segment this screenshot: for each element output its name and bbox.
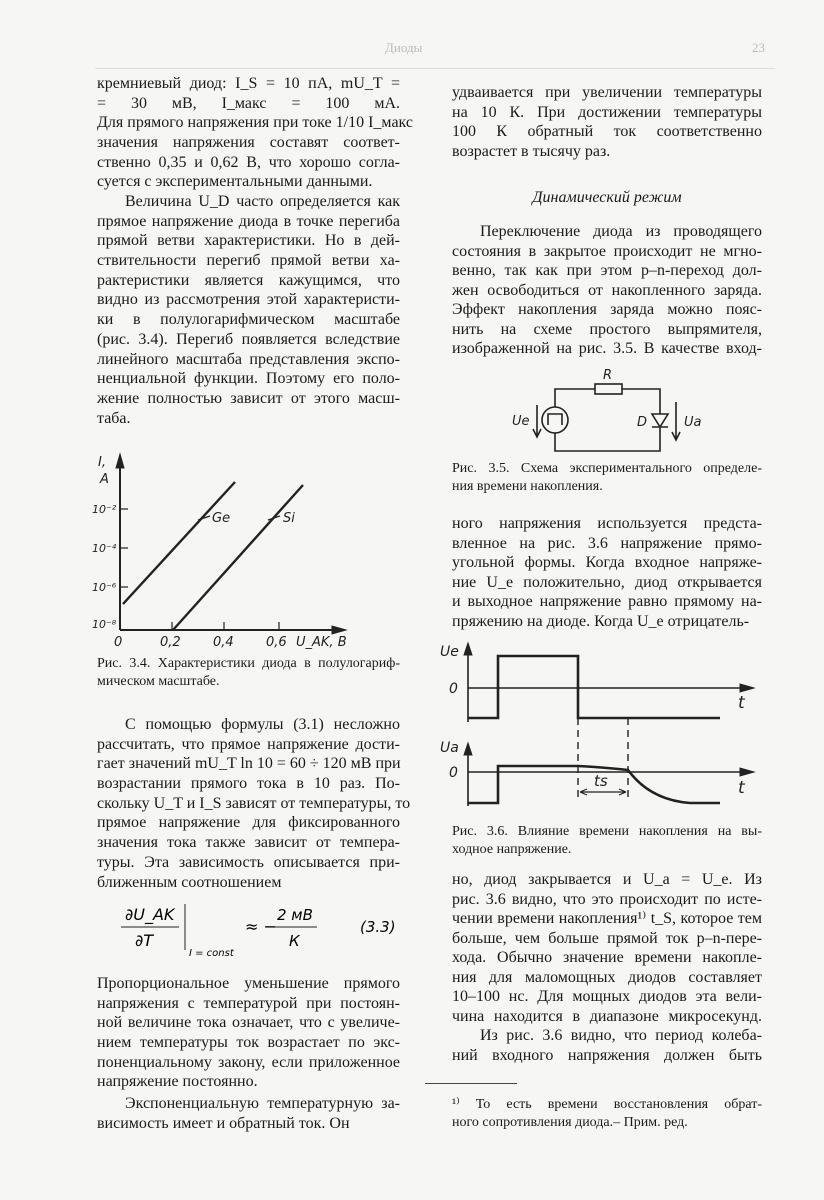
text-line: вленное на рис. 3.6 напряжение прямо- [452,534,762,552]
text-line: и выходное напряжение равно прямому на- [452,593,762,610]
text-line: туры. Эта зависимость описывается при- [97,853,400,871]
section-heading: Динамический режим [532,189,682,206]
formula-numerator: ∂U_AK [125,905,175,924]
text-line: ходное напряжение. [452,842,572,857]
text-line: жен освободиться от накопленного заряда. [452,281,762,299]
text-line: видно из рассмотрения этой характеристи- [97,291,400,309]
text-line: Экспоненциальную температурную за- [125,1095,400,1112]
text-line: напряжение постоянно. [97,1073,258,1091]
text-line: возрастет в тысячу раз. [452,142,611,160]
text-line: ного напряжения используется предста- [452,515,762,532]
text-line: таба. [97,409,131,427]
text-line: изображенной на рис. 3.5. В качестве вход- [452,340,762,357]
t-axis-2-arrow [740,768,754,776]
text-line: прямое напряжение диода в точке перегиба [97,212,400,230]
label-d: D [637,415,648,430]
text-line: рассчитать, что прямое напряжение дости- [97,735,400,753]
text-line: ний входного напряжения должен быть [452,1046,762,1064]
text-line: пряжению на диоде. Когда U_e отрицатель- [452,612,750,630]
formula-value-den: К [289,932,300,950]
text-line: Рис. 3.4. Характеристики диода в полулогариф- [97,656,400,671]
x-axis-label: U_AK, B [296,635,347,650]
text-line: угольной формы. Когда входное напряже- [452,554,762,571]
text-line: возрастании прямого тока в 10 раз. По- [97,775,400,793]
ua-axis-arrow [464,743,472,755]
right-paragraph-4 [452,870,762,1026]
formula-approx: ≈ − [245,917,277,936]
series-label-ge: Ge [212,511,231,526]
x-tick-label: 0,4 [213,635,234,650]
text-line: Эффект накопления заряда можно пояс- [452,301,762,318]
text-line: поненциальному закону, если приложенное [97,1053,400,1071]
label-t-2: t [738,778,745,798]
x-tick-label: 0 [114,635,123,650]
text-line: ближенным соотношением [97,873,282,891]
label-ua: Ua [440,740,459,756]
text-line: рис. 3.6 видно, что это происходит по исте- [452,890,762,908]
footnote [452,1096,762,1132]
series-label-si: Si [283,511,295,526]
text-line: ненциальной функции. Поэтому его поло- [97,370,400,388]
x-tick-label: 0,6 [266,635,287,650]
text-line: скольку U_T и I_S зависят от температуры, то [97,794,411,812]
text-line: ственно 0,35 и 0,62 В, что хорошо согла- [97,153,400,171]
label-zero-1: 0 [449,681,458,697]
text-line: ного сопротивления диода.– Прим. ред. [452,1115,688,1130]
text-line: прямой ветви характеристики. Но в дей- [97,232,400,250]
text-line: линейного масштаба представления экспо- [97,350,400,368]
text-line: состояния в закрытое происходит не мгно- [452,242,762,260]
right-paragraph-5 [452,1026,762,1065]
text-line: кремниевый диод: I_S = 10 пА, mU_T = [97,75,400,92]
text-line: ¹⁾ То есть времени восстановления обрат- [452,1097,762,1112]
text-line: жение полностью зависит от этого масш- [97,389,400,407]
text-line: Из рис. 3.6 видно, что период колеба- [480,1027,762,1044]
label-ue: Ue [440,644,459,660]
ue-axis-arrow [464,643,472,655]
y-tick-label: 10⁻² [92,503,117,516]
label-ue: Ue [512,414,530,429]
text-line: значения тока также зависит от темпера- [97,834,400,852]
text-line: Переключение диода из проводящего [480,223,762,240]
text-line: Величина U_D часто определяется как [125,193,400,210]
formula-value-num: 2 мВ [277,906,313,924]
running-title: Диоды [385,40,423,55]
text-line: суется с экспериментальными данными. [97,173,373,191]
text-line: значения напряжения составят соответ- [97,134,400,152]
equation-number: (3.3) [360,918,396,936]
label-ua: Ua [684,415,702,430]
text-line: рактеристики является кажущимся, что [97,271,400,289]
text-line: гает значений mU_T ln 10 = 60 ÷ 120 мВ при [97,755,401,773]
label-r: R [603,368,613,383]
y-tick-label: 10⁻⁴ [92,542,117,555]
footnote-rule [425,1083,517,1084]
text-line: Пропорциональное уменьшение прямого [97,975,400,992]
y-tick-label: 10⁻⁶ [92,581,117,594]
text-line: висимость имеет и обратный ток. Он [97,1114,350,1132]
text-line: чина находится в диапазоне микросекунд. [452,1007,762,1025]
text-line: напряжения с температурой при постоян- [97,994,400,1012]
text-line: Рис. 3.5. Схема экспериментального определе- [452,461,762,476]
text-line: нием температуры ток возрастает по экс- [97,1034,400,1052]
text-line: прямое напряжение для фиксированного [97,814,400,832]
figure-3-6-caption [452,823,762,859]
text-line: мическом масштабе. [97,674,220,689]
text-line: ки в полулогарифмическом масштабе [97,311,400,329]
text-line: Для прямого напряжения при токе 1/10 I_макс [97,114,414,132]
text-line: чении времени накопления¹⁾ t_S, которое тем [452,910,762,927]
label-ts: ts [594,772,608,790]
text-line: удваивается при увеличении температуры [452,84,762,101]
text-line: венно, так как при этом p–n-переход дол- [452,262,762,279]
text-line: нить на схеме простого выпрямителя, [452,320,762,338]
text-line: на 10 К. При достижении температуры [452,103,762,121]
text-line: 100 К обратный ток соответственно [452,123,762,140]
text-line: ния для маломощных диодов составляет [452,968,762,986]
x-tick-label: 0,2 [160,635,181,650]
formula-denominator: ∂T [135,931,154,950]
text-line: хода. Обычно значение времени накопле- [452,949,762,966]
text-line: = 30 мВ, I_макс = 100 мА. [97,94,400,112]
text-line: ния времени накопления. [452,479,603,494]
text-line: Рис. 3.6. Влияние времени накопления на вы- [452,824,762,839]
label-zero-2: 0 [449,765,458,781]
text-line: ние U_e положительно, диод открывается [452,573,762,591]
ue-waveform [468,656,720,718]
y-axis-label: I, [98,455,106,470]
t-axis-1-arrow [740,684,754,692]
label-t-1: t [738,693,745,713]
text-line: 10–100 нс. Для мощных диодов эта вели- [452,988,762,1005]
formula-condition: I = const [189,948,234,959]
page-number: 23 [752,40,765,55]
text-line: (рис. 3.4). Перегиб появляется вследствие [97,330,400,348]
text-line: ной величине тока означает, что с увеличе- [97,1014,400,1032]
text-line: ствительности перегиб прямой ветви ха- [97,252,400,270]
text-line: но, диод закрывается и U_a = U_e. Из [452,871,762,888]
text-line: больше, чем больше прямой ток p–n-пере- [452,929,762,947]
y-axis-unit: A [100,472,109,487]
y-tick-label: 10⁻⁸ [92,618,117,631]
text-line: С помощью формулы (3.1) несложно [125,716,400,733]
